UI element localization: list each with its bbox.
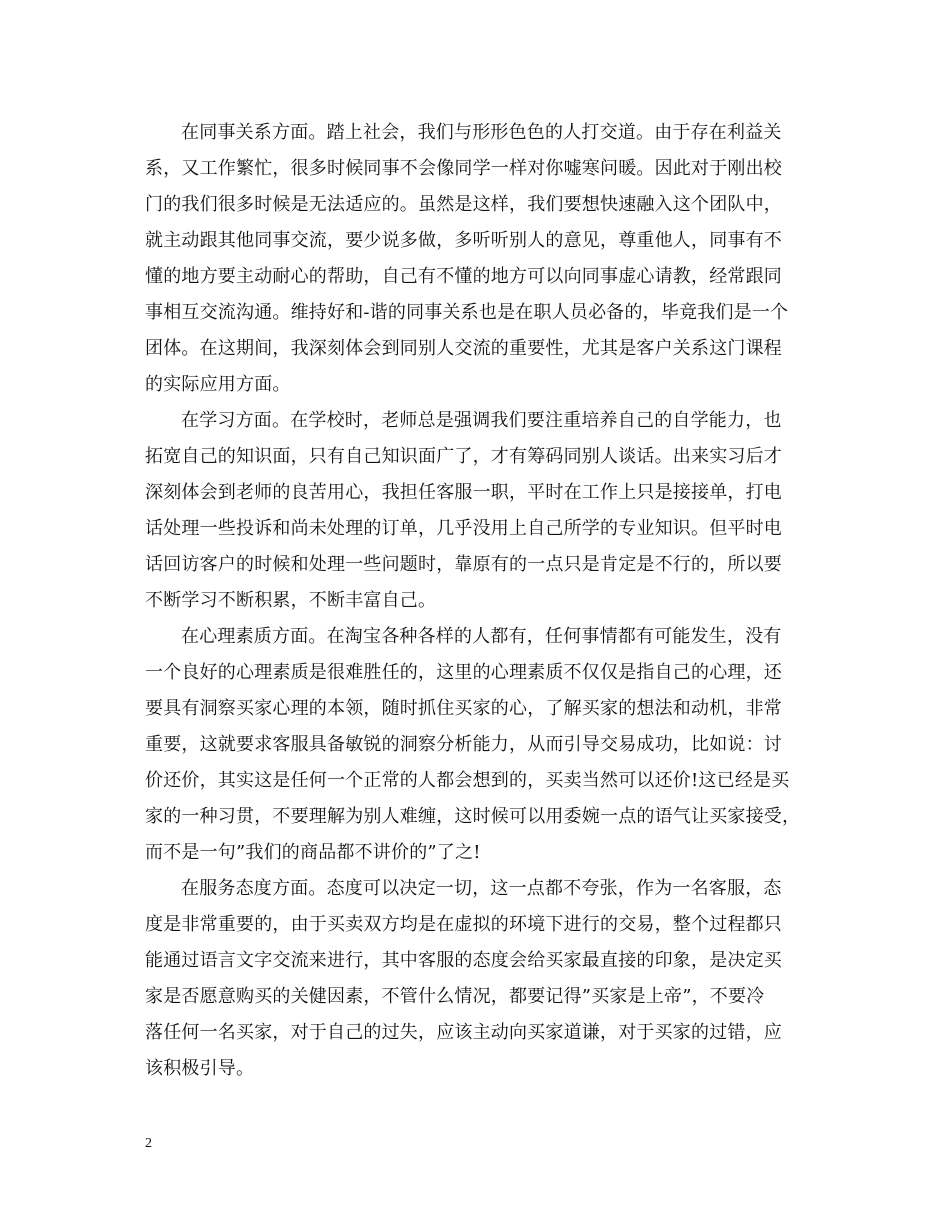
text-line: 的实际应用方面。 [145, 374, 291, 395]
text-line: 话处理一些投诉和尚未处理的订单，几乎没用上自己所学的专业知识。但平时电 [145, 518, 782, 539]
text-line: 在心理素质方面。在淘宝各种各样的人都有，任何事情都有可能发生，没有 [181, 626, 782, 647]
text-line: 价还价，其实这是任何一个正常的人都会想到的，买卖当然可以还价!这已经是买 [145, 770, 790, 791]
text-line: 拓宽自己的知识面，只有自己知识面广了，才有筹码同别人谈话。出来实习后才 [145, 446, 782, 467]
paragraph-learning [145, 403, 805, 619]
text-line: 不断学习不断积累，不断丰富自己。 [145, 590, 437, 611]
text-line: 度是非常重要的，由于买卖双方均是在虚拟的环境下进行的交易，整个过程都只 [145, 914, 782, 935]
document-body [145, 115, 805, 1087]
paragraph-service-attitude [145, 871, 805, 1087]
text-line: 能通过语言文字交流来进行，其中客服的态度会给买家最直接的印象，是决定买 [145, 950, 782, 971]
text-line: 系，又工作繁忙，很多时候同事不会像同学一样对你嘘寒问暖。因此对于刚出校 [145, 158, 782, 179]
text-line: 家的一种习贯，不要理解为别人难缠，这时候可以用委婉一点的语气让买家接受， [145, 806, 801, 827]
paragraph-psychology [145, 619, 805, 871]
text-line: 在同事关系方面。踏上社会，我们与形形色色的人打交道。由于存在利益关 [181, 122, 782, 143]
text-line: 家是否愿意购买的关健因素，不管什么情况，都要记得”买家是上帝”，不要冷 [145, 986, 765, 1007]
text-line: 话回访客户的时候和处理一些问题时，靠原有的一点只是肯定是不行的，所以要 [145, 554, 782, 575]
page-number: 2 [145, 1136, 152, 1151]
text-line: 门的我们很多时候是无法适应的。虽然是这样，我们要想快速融入这个团队中， [145, 194, 782, 215]
text-line: 该积极引导。 [145, 1058, 255, 1079]
text-line: 在服务态度方面。态度可以决定一切，这一点都不夸张，作为一名客服，态 [181, 878, 782, 899]
text-line: 要具有洞察买家心理的本领，随时抓住买家的心，了解买家的想法和动机，非常 [145, 698, 782, 719]
text-line: 落任何一名买家，对于自己的过失，应该主动向买家道谦，对于买家的过错，应 [145, 1022, 782, 1043]
text-line: 就主动跟其他同事交流，要少说多做，多听听别人的意见，尊重他人，同事有不 [145, 230, 782, 251]
text-line: 重要，这就要求客服具备敏锐的洞察分析能力，从而引导交易成功，比如说：讨 [145, 734, 782, 755]
text-line: 深刻体会到老师的良苦用心，我担任客服一职，平时在工作上只是接接单，打电 [145, 482, 782, 503]
text-line: 而不是一句”我们的商品都不讲价的”了之! [145, 842, 481, 863]
text-line: 事相互交流沟通。维持好和-谐的同事关系也是在职人员必备的，毕竟我们是一个 [145, 302, 789, 323]
paragraph-colleague-relations [145, 115, 805, 403]
text-line: 在学习方面。在学校时，老师总是强调我们要注重培养自己的自学能力，也 [181, 410, 782, 431]
text-line: 懂的地方要主动耐心的帮助，自己有不懂的地方可以向同事虚心请教，经常跟同 [145, 266, 782, 287]
text-line: 团体。在这期间，我深刻体会到同别人交流的重要性，尤其是客户关系这门课程 [145, 338, 782, 359]
text-line: 一个良好的心理素质是很难胜任的，这里的心理素质不仅仅是指自己的心理，还 [145, 662, 782, 683]
